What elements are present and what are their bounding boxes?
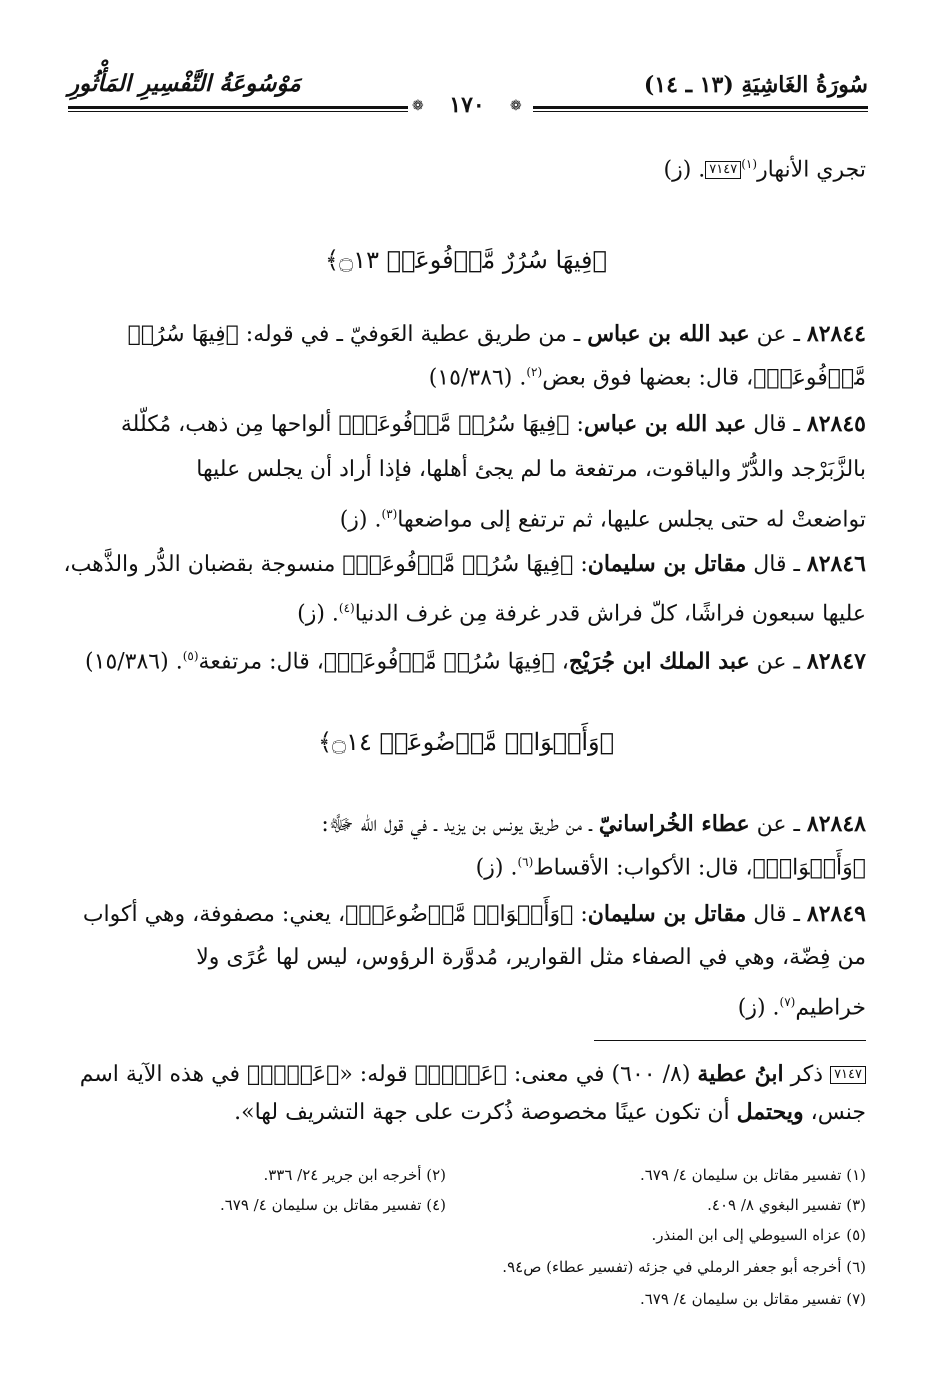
source-mark: . (ز) [297, 601, 339, 627]
text: ، [554, 649, 569, 675]
paragraph-line [64, 352, 866, 398]
text: ـ قال [746, 412, 807, 437]
quran-quote: ﴿فِيهَا سُرُرٞ مَّرۡفُوعَةٞ﴾ [342, 552, 574, 577]
footnote: (٣) تفسير البغوي ٨/ ٤٠٩. [707, 1196, 866, 1214]
source-mark: . (ز) [737, 995, 780, 1021]
footnote: (٧) تفسير مقاتل بن سليمان ٤/ ٦٧٩. [639, 1290, 866, 1308]
tarjih-line [64, 1054, 866, 1095]
text: جنس، [803, 1100, 866, 1125]
paragraph-line [64, 494, 866, 540]
paragraph-line [64, 982, 866, 1028]
text: ، يعني: مصفوفة، وهي أكواب [82, 902, 346, 927]
text: ـ قال [746, 552, 807, 577]
paragraph-line [64, 450, 866, 490]
footnote: (٢) أخرجه ابن جرير ٢٤/ ٣٣٦. [263, 1166, 446, 1184]
header-rule-left [68, 106, 408, 109]
verse-text: ﴿وَأَكۡوَابٞ مَّوۡضُوعَةٞ ۝١٤﴾ [317, 728, 615, 756]
page-header [68, 64, 868, 120]
quran-quote: ﴿فِيهَا سُرُرٞ مَّرۡفُوعَةٞ﴾ [338, 412, 570, 437]
footnote-ref: (٥) [182, 649, 199, 663]
text: ـ عن [749, 649, 807, 675]
narration-number: ٨٢٨٤٩ [806, 901, 866, 927]
text: منسوجة بقضبان الدُّر والذَّهب، [63, 552, 343, 577]
quran-quote: ﴿وَأَكۡوَابٞ مَّوۡضُوعَةٞ﴾ [345, 902, 574, 927]
narrator-name: عطاء الخُراسانيّ [598, 811, 750, 837]
quran-quote: ﴿عَيۡنٞ﴾ [247, 1062, 340, 1087]
text: ألواحها مِن ذهب، مُكلّلة [120, 412, 339, 437]
emphasis: ويحتمل [736, 1099, 804, 1125]
footnote-ref: (١) [741, 157, 758, 171]
paragraph-line [64, 544, 866, 585]
paragraph-line [64, 842, 866, 888]
text: : [569, 412, 584, 437]
paragraph-line [64, 636, 866, 682]
footnote-ref: (٤) [338, 601, 355, 615]
narrator-name: مقاتل بن سليمان [587, 901, 747, 927]
header-rule-right [533, 106, 868, 109]
quran-quote: ﴿فِيهَا سُرُرٞ مَّرۡفُوعَةٞ﴾ [323, 649, 555, 675]
paragraph-line [64, 404, 866, 445]
text: أن تكون عينًا مخصوصة ذُكرت على جهة التشريف لها». [234, 1100, 737, 1125]
text: خراطيم [795, 995, 866, 1021]
verse-text: ﴿فِيهَا سُرُرٌ مَّرۡفُوعَةٞ ۝١٣﴾ [325, 246, 607, 274]
narrator-name: عبد الله بن عباس [587, 321, 750, 347]
narration-number: ٨٢٨٤٨ [806, 811, 866, 837]
quran-quote: ﴿فِيهَا سُرُرٞ [127, 322, 239, 347]
paragraph-line [64, 804, 866, 845]
tarjih-tag: ٧١٤٧ [830, 1066, 866, 1084]
text: ـ عن [749, 322, 807, 347]
paragraph-line [64, 314, 866, 355]
book-title: مَوْسُوعَةُ التَّفْسِيرِ المَأْثُورِ [68, 70, 301, 97]
text: ، قال: مرتفعة [198, 649, 324, 675]
tarjih-line [64, 1092, 866, 1133]
quran-quote: مَّرۡفُوعَةٞ﴾ [753, 365, 866, 391]
source-mark: . (ز) [339, 507, 382, 533]
footnote-ref: (٣) [381, 507, 398, 521]
notes-separator [594, 1040, 866, 1041]
text: عليها سبعون فراشًا، كلّ فراش قدر غرفة مِن غرف الدنيا [354, 601, 866, 627]
text: من فِضّة، وهي في الصفاء مثل القوارير، مُدوَّرة الرؤوس، ليس لها عُرًى ولا [196, 945, 866, 970]
narration-number: ٨٢٨٤٥ [806, 411, 866, 437]
footnote: (٦) أخرجه أبو جعفر الرملي في جزئه (تفسير عطاء) ص٩٤. [502, 1258, 866, 1276]
text: ـ من طريق يونس بن يزيد ـ في قول الله ﷻ: [321, 812, 599, 837]
paragraph-line [64, 938, 866, 978]
text: تجري الأنهار [757, 157, 866, 183]
narrator-name: عبد الملك ابن جُرَيْج [568, 648, 750, 675]
quran-quote: ﴿وَأَكۡوَابٞ﴾ [752, 855, 866, 881]
text: قوله: « [339, 1062, 415, 1087]
text: ـ قال [746, 902, 807, 927]
narrator-name: عبد الله بن عباس [583, 411, 747, 437]
text: ذكر [783, 1062, 831, 1087]
source-mark: . (ز) [475, 855, 518, 881]
ornament-icon: ❁ [510, 98, 522, 114]
footnote-ref: (٢) [526, 365, 543, 379]
footnote-ref: (٦) [517, 855, 534, 869]
footnote-ref: (٧) [779, 995, 796, 1009]
header-rule-right-thin [533, 111, 868, 112]
verse-heading [0, 246, 932, 274]
narration-number: ٨٢٨٤٤ [806, 321, 866, 347]
footnote: (٥) عزاه السيوطي إلى ابن المنذر. [651, 1226, 866, 1244]
header-rule-left-thin [68, 111, 408, 112]
paragraph-line [64, 144, 866, 190]
narration-number: ٨٢٨٤٦ [806, 551, 866, 577]
text: : [573, 552, 588, 577]
text: ـ عن [749, 812, 807, 837]
text: ، قال: الأكواب: الأقساط [533, 855, 753, 881]
quran-quote: ﴿عَيۡنٞ﴾ [414, 1062, 507, 1087]
text: ، قال: بعضها فوق بعض [542, 365, 754, 391]
text: (٨/ ٦٠٠) في معنى: [506, 1062, 698, 1087]
narration-number: ٨٢٨٤٧ [806, 648, 866, 675]
tarjih-tag: ٧١٤٧ [705, 161, 741, 179]
text: تواضعتْ له حتى يجلس عليها، ثم ترتفع إلى مواضعها [397, 507, 866, 533]
text: في هذه الآية اسم [79, 1062, 247, 1087]
source-mark: . (١٥/٣٨٦) [85, 649, 183, 675]
footnote: (١) تفسير مقاتل بن سليمان ٤/ ٦٧٩. [639, 1166, 866, 1184]
scholar-name: ابنُ عطية [697, 1061, 784, 1087]
source-mark: . (ز) [663, 157, 706, 183]
source-mark: . (١٥/٣٨٦) [428, 365, 527, 391]
narrator-name: مقاتل بن سليمان [587, 551, 747, 577]
paragraph-line [64, 588, 866, 634]
surah-title: سُورَةُ الغَاشِيَةِ (١٣ ـ ١٤) [643, 72, 868, 98]
verse-heading [0, 728, 932, 756]
text: : [573, 902, 588, 927]
text: ـ من طريق عطية العَوفيّ ـ في قوله: [238, 322, 588, 347]
footnote: (٤) تفسير مقاتل بن سليمان ٤/ ٦٧٩. [219, 1196, 446, 1214]
paragraph-line [64, 894, 866, 935]
page-number: ١٧٠ [449, 92, 485, 118]
text: بالزَّبَرْجد والدُّرّ والياقوت، مرتفعة ما لم يجئ أهلها، فإذا أراد أن يجلس عليها [196, 457, 866, 482]
ornament-icon: ❁ [412, 98, 424, 114]
